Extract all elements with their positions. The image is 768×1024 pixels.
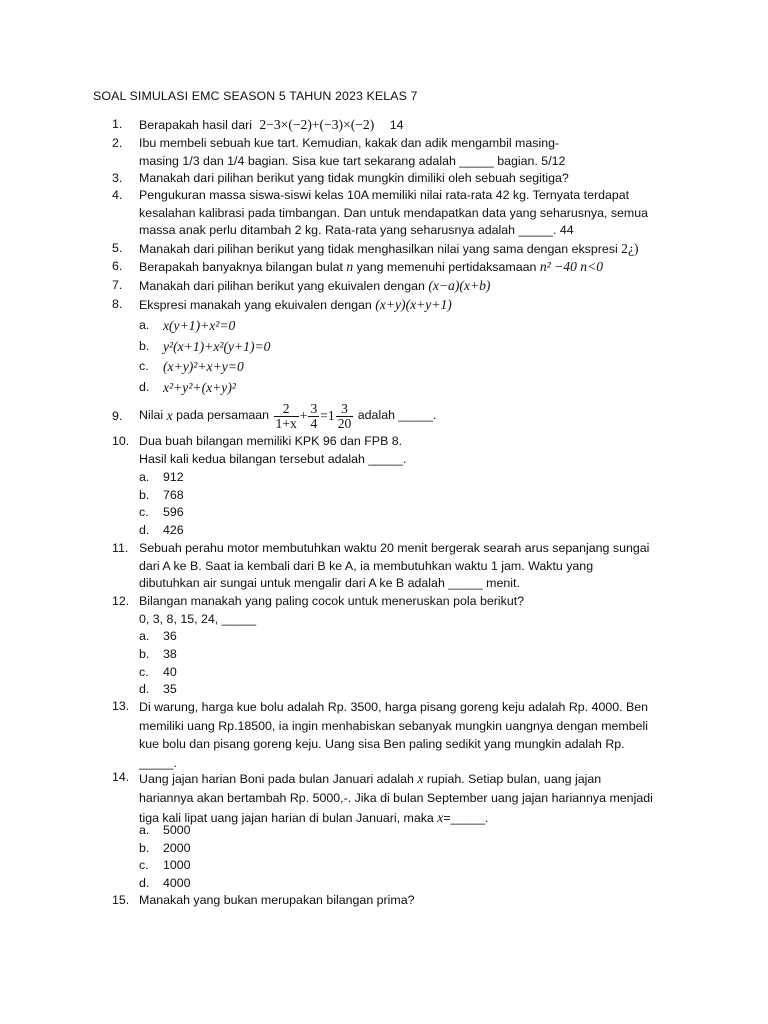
math-variable: x xyxy=(437,810,444,825)
question-text: Manakah dari pilihan berikut yang tidak mungkin dimiliki oleh sebuah segitiga? xyxy=(139,171,569,185)
option-letter: b. xyxy=(139,488,150,502)
question-number: 6. xyxy=(112,259,123,273)
question-number: 11. xyxy=(112,541,129,555)
option-expression: (x+y)²+x+y=0 xyxy=(163,359,244,374)
option-letter: c. xyxy=(139,359,149,373)
fraction: $\frac{3}{4}$ xyxy=(310,400,318,431)
option-letter: d. xyxy=(139,876,150,890)
question-line: hariannya akan bertambah Rp. 5000,-. Jika di bulan September uang jajan hariannya menjadi xyxy=(139,791,653,805)
question-text: Manakah dari pilihan berikut yang ekuivalen dengan xyxy=(139,279,425,293)
question-number: 9. xyxy=(112,409,123,423)
question-number: 5. xyxy=(112,241,123,255)
question-number: 13. xyxy=(112,699,130,713)
question-line: Hasil kali kedua bilangan tersebut adalah _____. xyxy=(139,451,407,466)
question-number: 4. xyxy=(112,188,123,202)
math-expression: 2¿) xyxy=(621,241,639,256)
math-expression: 2−3×(−2)+(−3)×(−2) xyxy=(259,117,375,132)
question-number: 14. xyxy=(112,770,130,784)
math-variable: x xyxy=(166,408,173,424)
question-number: 3. xyxy=(112,171,123,185)
option-text: 40 xyxy=(163,665,177,679)
option-letter: a. xyxy=(139,318,150,332)
page-title: SOAL SIMULASI EMC SEASON 5 TAHUN 2023 KELAS 7 xyxy=(93,89,418,103)
math-variable: x xyxy=(417,771,424,786)
question-text: Berapakah hasil dari xyxy=(139,118,252,132)
question-line: Ibu membeli sebuah kue tart. Kemudian, kakak dan adik mengambil masing- xyxy=(139,136,560,150)
question-number: 15. xyxy=(112,893,130,907)
question-line: Di warung, harga kue bolu adalah Rp. 3500, harga pisang goreng keju adalah Rp. 4000. Ben xyxy=(139,700,649,714)
question-line: _____. xyxy=(139,755,177,770)
fraction: $\frac{2}{1+x}$ xyxy=(275,400,297,431)
question-line: dari A ke B. Saat ia kembali dari B ke A, ia membutuhkan waktu 1 jam. Waktu yang xyxy=(139,558,594,573)
option-expression: x²+y²+(x+y)² xyxy=(163,380,236,395)
question-text: Uang jajan harian Boni pada bulan Januari adalah xyxy=(139,772,414,786)
question-text: adalah _____. xyxy=(357,408,437,423)
option-letter: b. xyxy=(139,339,150,353)
option-expression: y²(x+1)+x²(y+1)=0 xyxy=(163,339,271,354)
question-line: Pengukuran massa siswa-siswi kelas 10A memiliki nilai rata-rata 42 kg. Ternyata terdapat xyxy=(139,188,630,202)
question-text: Nilai xyxy=(139,408,164,423)
question-number: 10. xyxy=(112,434,130,448)
option-letter: c. xyxy=(139,665,149,679)
question-text: tiga kali lipat uang jajan harian di bulan Januari, maka xyxy=(139,811,434,825)
math-expression: (x+y)(x+y+1) xyxy=(375,297,452,312)
document-page: SOAL SIMULASI EMC SEASON 5 TAHUN 2023 KELAS 7 1. Berapakah hasil dari 2−3×(−2)+(−3)×(−2) 14 2. Ibu membeli sebuah kue tart. Kemudian, kakak dan adik mengambil masing- masing 1/3 dan 1/4 bagian. Sisa kue tart sekarang adalah _____ bagian. 5/12 3. Manakah dari pilihan berikut yang tidak mungkin dimiliki oleh sebuah segitiga? 4. Pengukuran massa siswa-siswi kelas 10A memiliki nilai rata-rata 42 kg. Ternyata terdapat kesalahan kalibrasi pada timbangan. Dan untuk mendapatkan data yang seharusnya, semua massa anak perlu ditambah 2 kg. Rata-rata yang seharusnya adalah _____. 44 5. Manakah dari pilihan berikut yang tidak menghasilkan nilai yang sama dengan ekspresi 2¿) 6. Berapakah banyaknya bilangan bulat n yang memenuhi pertidaksamaan n² −40 n<0 7. Manakah dari pilihan berikut yang ekuivalen dengan (x−a)(x+b) 8. Ekspresi manakah yang ekuivalen dengan (x+y)(x+y+1) a. x(y+1)+x²=0 b. y²(x+1)+x²(y+1)=0 c. (x+y)²+x+y=0 d. x²+y²+(x+y)² 9. Nilai x pada persamaan $\frac{2}{1+x}$ + $\frac{3}{4}$ =1 $\frac{3}{20}$ adalah _____. 10. Dua buah bilangan memiliki KPK 96 dan FPB 8. Hasil kali kedua bilangan tersebut adalah _____. a. 912 b. 768 c. 596 d. 426 11. Sebuah perahu motor membutuhkan waktu 20 menit bergerak searah arus sepanjang sungai dari A ke B. Saat ia kembali dari B ke A, ia membutuhkan waktu 1 jam. Waktu yang dibutuhkan air sungai untuk mengalir dari A ke B adalah _____ menit. 12. Bilangan manakah yang paling cocok untuk meneruskan pola berikut? 0, 3, 8, 15, 24, _____ a. 36 b. 38 c. 40 d. 35 13. Di warung, harga kue bolu adalah Rp. 3500, harga pisang goreng keju adalah Rp. 4000. Ben memiliki uang Rp.18500, ia ingin menhabiskan sebanyak mungkin uangnya dengan membeli kue bolu dan pisang goreng keju. Uang sisa Ben paling sedikit yang mungkin adalah Rp. _____. 14. Uang jajan harian Boni pada bulan Januari adalah x rupiah. Setiap bulan, uang jajan hariannya akan bertambah Rp. 5000,-. Jika di bulan September uang jajan hariannya menjadi tiga kali lipat uang jajan harian di bulan Januari, maka x=_____. a. 5000 b. 2000 c. 1000 d. 4000 15. Manakah yang bukan merupakan bilangan prima? xyxy=(0,0,768,1024)
option-letter: c. xyxy=(139,505,149,519)
option-letter: b. xyxy=(139,647,150,661)
option-letter: c. xyxy=(139,858,149,872)
option-text: 768 xyxy=(163,488,184,502)
option-text: 4000 xyxy=(163,876,191,890)
question-text: Manakah yang bukan merupakan bilangan prima? xyxy=(139,893,415,907)
option-letter: b. xyxy=(139,841,150,855)
option-text: 2000 xyxy=(163,841,191,855)
fraction: $\frac{3}{20}$ xyxy=(337,400,352,431)
question-line: kue bolu dan pisang goreng keju. Uang sisa Ben paling sedikit yang mungkin adalah Rp. xyxy=(139,737,625,751)
question-line: Bilangan manakah yang paling cocok untuk meneruskan pola berikut? xyxy=(139,594,525,608)
question-number: 8. xyxy=(112,297,123,311)
question-number: 2. xyxy=(112,136,123,150)
answer-text: 14 xyxy=(389,118,404,132)
option-text: 35 xyxy=(163,682,177,696)
question-number: 1. xyxy=(112,117,123,131)
option-letter: d. xyxy=(139,523,150,537)
math-variable: n xyxy=(346,259,354,274)
question-line: Dua buah bilangan memiliki KPK 96 dan FPB 8. xyxy=(139,434,403,448)
question-line: dibutuhkan air sungai untuk mengalir dari A ke B adalah _____ menit. xyxy=(139,576,520,591)
option-text: 36 xyxy=(163,629,177,643)
question-number: 12. xyxy=(112,594,130,608)
question-line: Sebuah perahu motor membutuhkan waktu 20 menit bergerak searah arus sepanjang sungai xyxy=(139,541,650,555)
question-text: Ekspresi manakah yang ekuivalen dengan xyxy=(139,298,372,312)
option-letter: d. xyxy=(139,682,150,696)
option-letter: d. xyxy=(139,380,150,394)
question-line: kesalahan kalibrasi pada timbangan. Dan untuk mendapatkan data yang seharusnya, semua xyxy=(139,205,649,220)
option-text: 426 xyxy=(163,523,184,537)
question-text: =_____. xyxy=(443,811,489,825)
question-line: memiliki uang Rp.18500, ia ingin menhabiskan sebanyak mungkin uangnya dengan membeli xyxy=(139,718,649,733)
option-text: 5000 xyxy=(163,823,191,837)
option-text: 596 xyxy=(163,505,184,519)
math-expression: n² −40 n<0 xyxy=(539,259,604,274)
question-text: pada persamaan xyxy=(176,408,270,423)
question-line: masing 1/3 dan 1/4 bagian. Sisa kue tart sekarang adalah _____ bagian. 5/12 xyxy=(139,153,566,168)
question-text: yang memenuhi pertidaksamaan xyxy=(356,260,537,274)
question-text: Berapakah banyaknya bilangan bulat xyxy=(139,260,343,274)
math-expression: (x−a)(x+b) xyxy=(428,278,491,293)
question-text: Manakah dari pilihan berikut yang tidak menghasilkan nilai yang sama dengan ekspresi xyxy=(139,242,618,256)
option-letter: a. xyxy=(139,470,150,484)
option-text: 912 xyxy=(163,470,184,484)
question-number: 7. xyxy=(112,278,123,292)
question-line: massa anak perlu ditambah 2 kg. Rata-rata yang seharusnya adalah _____. 44 xyxy=(139,223,574,238)
option-letter: a. xyxy=(139,823,150,837)
option-letter: a. xyxy=(139,629,150,643)
option-text: 1000 xyxy=(163,858,191,872)
option-expression: x(y+1)+x²=0 xyxy=(163,318,236,333)
question-text: rupiah. Setiap bulan, uang jajan xyxy=(426,772,602,786)
question-line: 0, 3, 8, 15, 24, _____ xyxy=(139,611,257,626)
option-text: 38 xyxy=(163,647,177,661)
